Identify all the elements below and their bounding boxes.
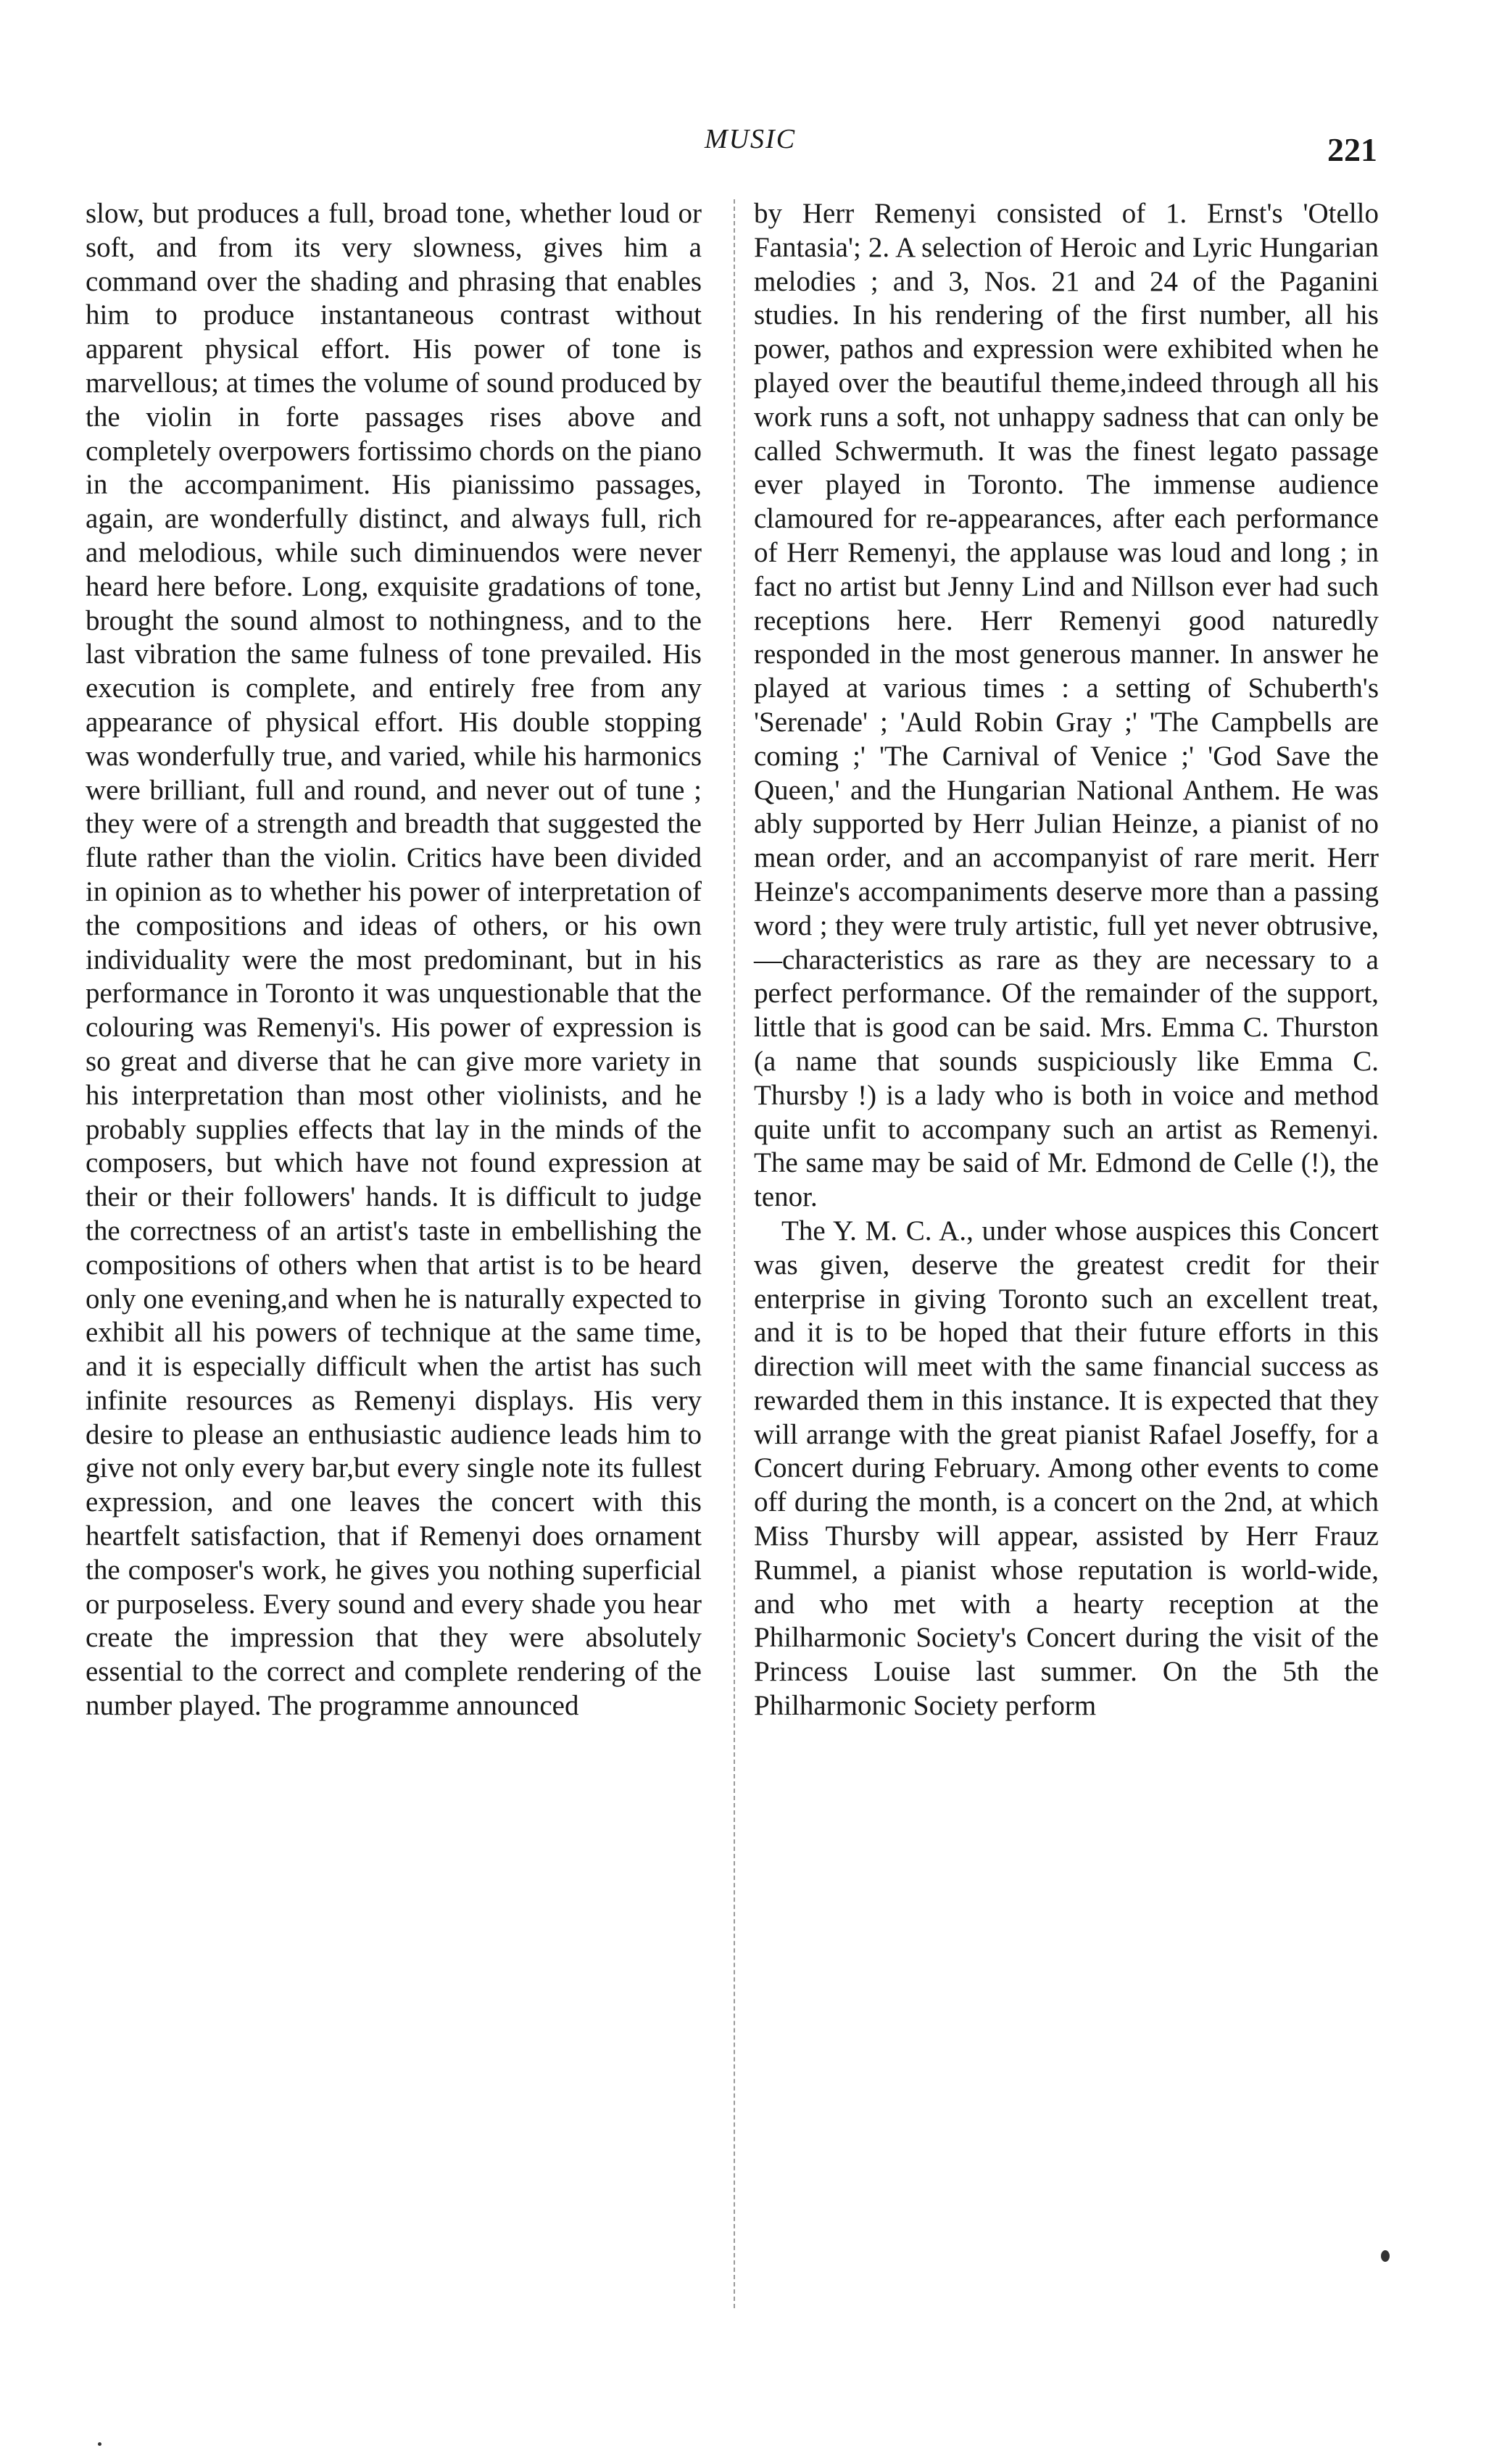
right-paragraph-2: The Y. M. C. A., under whose auspices this Concert was given, deserve the greatest credit for their enterprise in giving Toronto such an excellent treat, and it is to be hoped that their future efforts in this direction will meet with the same financial success as rewarded them in this instance. It is expected that they will arrange with the great pianist Rafael Joseffy, for a Concert during February. Among other events to come off during the month, is a concert on the 2nd, at which Miss Thursby will appear, assisted by Herr Frauz Rummel, a pianist whose reputation is world-wide, and who met with a hearty reception at the Philharmonic Society's Concert during the visit of the Princess Louise last summer. On the 5th the Philharmonic Society perform [754, 1215, 1379, 1722]
running-head-title: MUSIC [704, 124, 797, 154]
column-divider [734, 199, 735, 2308]
right-column [754, 197, 1379, 1723]
right-paragraph-1: by Herr Remenyi consisted of 1. Ernst's 'Otello Fantasia'; 2. A selection of Heroic and Lyric Hungarian melodies ; and 3, Nos. 21 and 24 of the Paganini studies. In his rendering of the first number, all his power, pathos and expression were exhibited when he played over the beautiful theme,indeed through all his work runs a soft, not unhappy sadness that can only be called Schwermuth. It was the finest legato passage ever played in Toronto. The immense audience clamoured for re-appearances, after each performance of Herr Remenyi, the applause was loud and long ; in fact no artist but Jenny Lind and Nillson ever had such receptions here. Herr Remenyi good naturedly responded in the most generous manner. In answer he played at various times : a setting of Schuberth's 'Serenade' ; 'Auld Robin Gray ;' 'The Campbells are coming ;' 'The Carnival of Venice ;' 'God Save the Queen,' and the Hungarian National Anthem. He was ably supported by Herr Julian Heinze, a pianist of no mean order, and an accompanyist of rare merit. Herr Heinze's accompaniments deserve more than a passing word ; they were truly artistic, full yet never obtrusive,—characteristics as rare as they are necessary to a perfect performance. Of the remainder of the support, little that is good can be said. Mrs. Emma C. Thurston (a name that sounds suspiciously like Emma C. Thursby !) is a lady who is both in voice and method quite unfit to accompany such an artist as Remenyi. The same may be said of Mr. Edmond de Celle (!), the tenor. [754, 198, 1379, 1213]
ink-speck [98, 2442, 101, 2446]
left-paragraph-1: slow, but produces a full, broad tone, whether loud or soft, and from its very slowness, gives him a command over the shading and phrasing that enables him to produce instantaneous contrast without apparent physical effort. His power of tone is marvellous; at times the volume of sound produced by the violin in forte passages rises above and completely overpowers fortissimo chords on the piano in the accompaniment. His pianissimo passages, again, are wonderfully distinct, and always full, rich and melodious, while such diminuendos were never heard here before. Long, exquisite gradations of tone, brought the sound almost to nothingness, and to the last vibration the same fulness of tone prevailed. His execution is complete, and entirely free from any appearance of physical effort. His double stopping was wonderfully true, and varied, while his harmonics were brilliant, full and round, and never out of tune ; they were of a strength and breadth that suggested the flute rather than the violin. Critics have been divided in opinion as to whether his power of interpretation of the compositions and ideas of others, or his own individuality were the most predominant, but in his performance in Toronto it was unquestionable that the colouring was Remenyi's. His power of expression is so great and diverse that he can give more variety in his interpretation than most other violinists, and he probably supplies effects that lay in the minds of the composers, but which have not found expression at their or their followers' hands. It is difficult to judge the correctness of an artist's taste in embellishing the compositions of others when that artist is to be heard only one evening,and when he is naturally expected to exhibit all his powers of technique at the same time, and it is especially difficult when the artist has such infinite resources as Remenyi displays. His very desire to please an enthusiastic audience leads him to give not only every bar,but every single note its fullest expression, and one leaves the concert with this heartfelt satisfaction, that if Remenyi does ornament the composer's work, he gives you nothing superficial or purposeless. Every sound and every shade you hear create the impression that they were absolutely essential to the correct and complete rendering of the number played. The programme announced [86, 198, 702, 1722]
running-head [0, 123, 1494, 167]
ink-speck [1381, 2250, 1390, 2262]
page-number: 221 [1327, 131, 1377, 168]
left-column [86, 197, 702, 1723]
